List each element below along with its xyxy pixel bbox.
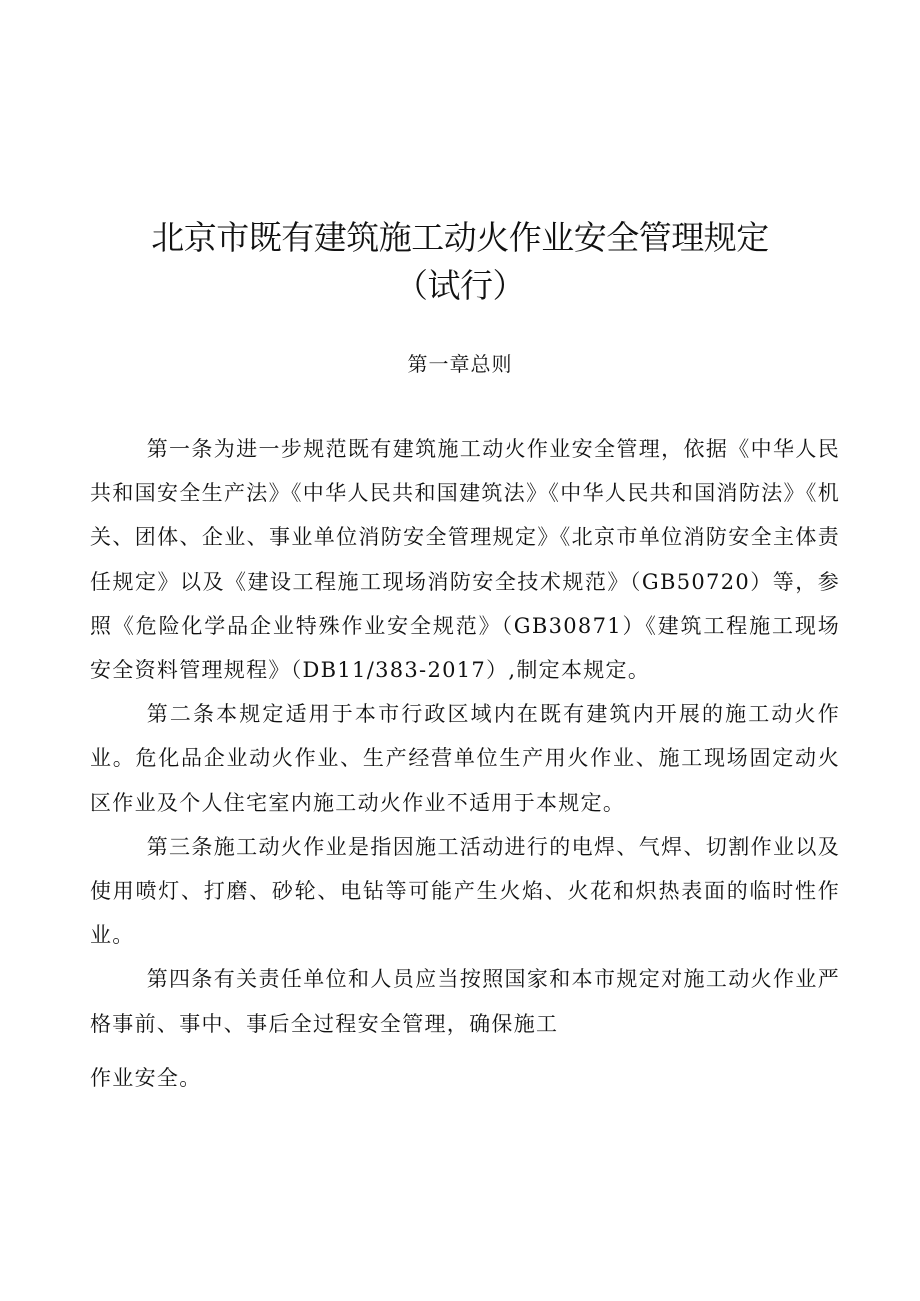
chapter-heading: 第一章总则	[407, 352, 513, 376]
document-title: 北京市既有建筑施工动火作业安全管理规定	[151, 218, 769, 257]
article-2: 第二条本规定适用于本市行政区域内在既有建筑内开展的施工动火作业。危化品企业动火作业、生产经营单位生产用火作业、施工现场固定动火区作业及个人住宅室内施工动火作业不适用于本规定。	[90, 702, 840, 815]
article-3: 第三条施工动火作业是指因施工活动进行的电焊、气焊、切割作业以及使用喷灯、打磨、砂轮、电钻等可能产生火焰、火花和炽热表面的临时性作业。	[90, 834, 840, 948]
article-1: 第一条为进一步规范既有建筑施工动火作业安全管理，依据《中华人民共和国安全生产法》《中华人民共和国建筑法》《中华人民共和国消防法》《机关、团体、企业、事业单位消防安全管理规定》《北京市单位消防安全主体责任规定》以及《建设工程施工现场消防安全技术规范》（GB50720）等，参照《危险化学品企业特殊作业安全规范》（GB30871）《建筑工程施工现场安全资料管理规程》（DB11/383-2017）,制定本规定。	[90, 437, 840, 683]
article-4: 第四条有关责任单位和人员应当按照国家和本市规定对施工动火作业严格事前、事中、事后全过程安全管理，确保施工	[90, 967, 840, 1036]
article-4-continuation: 作业安全。	[90, 1065, 202, 1090]
document-body	[90, 427, 840, 1100]
document-title-suffix: （试行）	[395, 266, 525, 305]
